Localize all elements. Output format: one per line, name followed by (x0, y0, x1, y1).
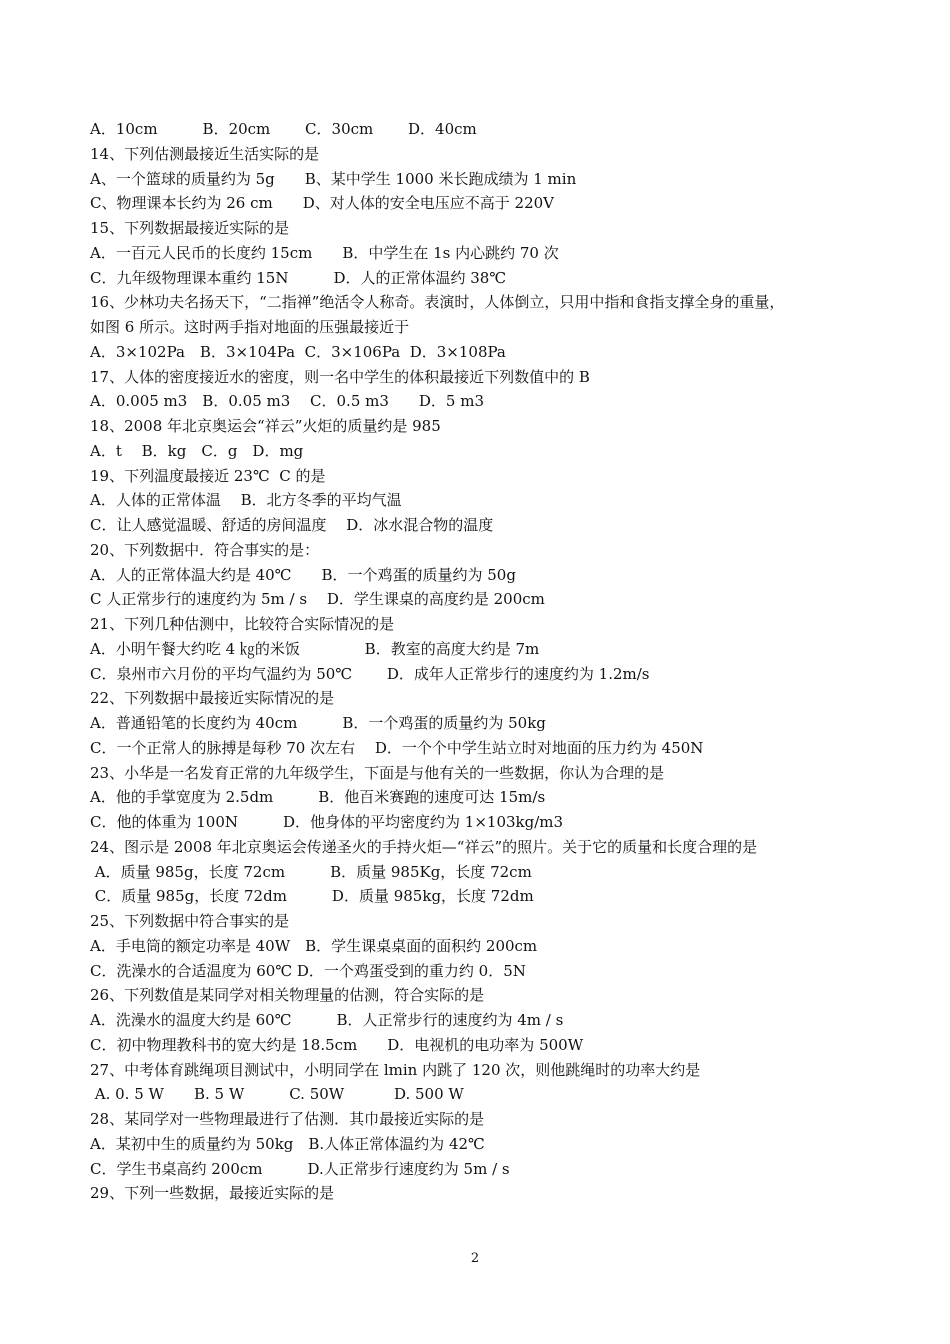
text-line: A．人体的正常体温 B．北方冬季的平均气温 (90, 491, 402, 510)
text-line: 17、人体的密度接近水的密度，则一名中学生的体积最接近下列数值中的 B (90, 367, 590, 386)
text-line: 22、下列数据中最接近实际情况的是 (90, 689, 335, 708)
text-line: 15、下列数据最接近实际的是 (90, 219, 290, 237)
text-line: C．他的体重为 100N D．他身体的平均密度约为 1×103kg/m3 (90, 813, 564, 831)
text-line: A．人的正常体温大约是 40℃ B．一个鸡蛋的质量约为 50g (90, 565, 516, 584)
text-line: 27、中考体育跳绳项目测试中，小明同学在 lmin 内跳了 120 次，则他跳绳时的功率大约是 (90, 1060, 701, 1079)
text-line: 18、2008 年北京奥运会“祥云”火炬的质量约是 985 (90, 417, 441, 435)
text-line: A．手电筒的额定功率是 40W B．学生课桌桌面的面积约 200cm (90, 936, 538, 955)
text-line: 25、下列数据中符合事实的是 (90, 912, 290, 930)
text-line: A．0.005 m3 B．0.05 m3 C．0.5 m3 D．5 m3 (90, 392, 485, 411)
text-line: A．小明午餐大约吃 4 ㎏的米饭 B．教室的高度大约是 7m (90, 639, 540, 658)
text-line: C．初中物理教科书的宽大约是 18.5cm D．电视机的电功率为 500W (90, 1035, 584, 1054)
text-line: 19、下列温度最接近 23℃ C 的是 (90, 466, 326, 485)
text-line: 21、下列几种估测中，比较符合实际情况的是 (90, 615, 395, 633)
text-line: A．他的手掌宽度为 2.5dm B．他百米赛跑的速度可达 15m/s (90, 788, 546, 807)
text-line: A．质量 985g，长度 72cm B．质量 985Kg，长度 72cm (90, 862, 532, 881)
text-line: A、一个篮球的质量约为 5g B、某中学生 1000 米长跑成绩为 1 min (90, 169, 577, 188)
text-line: C．让人感觉温暖、舒适的房间温度 D．冰水混合物的温度 (90, 516, 494, 534)
text-line: C．泉州市六月份的平均气温约为 50℃ D．成年人正常步行的速度约为 1.2m/s (90, 664, 650, 683)
text-line: A. 0. 5 W B. 5 W C. 50W D. 500 W (90, 1085, 464, 1104)
text-line: A．洗澡水的温度大约是 60℃ B．人正常步行的速度约为 4m / s (90, 1011, 564, 1029)
text-line: C、物理课本长约为 26 cm D、对人体的安全电压应不高于 220V (90, 194, 554, 213)
question-list (90, 117, 880, 1206)
text-line: C．九年级物理课本重约 15N D．人的正常体温约 38℃ (90, 268, 507, 287)
text-line: C．一个正常人的脉搏是每秒 70 次左右 D．一个个中学生站立时对地面的压力约为 450N (90, 738, 704, 757)
text-line: A．普通铅笔的长度约为 40cm B．一个鸡蛋的质量约为 50kg (90, 714, 546, 732)
text-line: 26、下列数值是某同学对相关物理量的估测，符合实际的是 (90, 986, 485, 1005)
text-line: 24、图示是 2008 年北京奥运会传递圣火的手持火炬—“祥云”的照片。关于它的质量和长度合理的是 (90, 837, 758, 856)
text-line: A．某初中生的质量约为 50kg B.人体正常体温约为 42℃ (90, 1134, 485, 1153)
text-line: C．学生书桌高约 200cm D.人正常步行速度约为 5m / s (90, 1159, 510, 1178)
text-line: 16、少林功夫名扬天下，“二指禅”绝活令人称奇。表演时，人体倒立，只用中指和食指支撑全身的重量， (90, 293, 785, 312)
text-line: C．洗澡水的合适温度为 60℃ D．一个鸡蛋受到的重力约 0．5N (90, 961, 526, 980)
text-line: A．3×102Pa B．3×104Pa C．3×106Pa D．3×108Pa (90, 342, 506, 361)
text-line: 如图 6 所示。这时两手指对地面的压强最接近于 (90, 318, 410, 336)
text-line: 20、下列数据中．符合事实的是： (90, 540, 320, 559)
text-line: 28、某同学对一些物理最进行了估测．其巾最接近实际的是 (90, 1110, 485, 1128)
page-number: 2 (470, 1251, 480, 1266)
text-line: 29、下列一些数据，最接近实际的是 (90, 1184, 335, 1203)
text-line: A．一百元人民币的长度约 15cm B．中学生在 1s 内心跳约 70 次 (90, 243, 559, 262)
text-line: 14、下列估测最接近生活实际的是 (90, 144, 320, 163)
text-line: A．t B．kg C．g D．mg (90, 441, 304, 460)
text-line: C 人正常步行的速度约为 5m / s D．学生课桌的高度约是 200cm (90, 590, 545, 609)
text-line: 23、小华是一名发育正常的九年级学生，下面是与他有关的一些数据，你认为合理的是 (90, 763, 665, 782)
text-line: A．10cm B．20cm C．30cm D．40cm (90, 120, 477, 138)
text-line: C．质量 985g，长度 72dm D．质量 985kg，长度 72dm (90, 887, 534, 906)
